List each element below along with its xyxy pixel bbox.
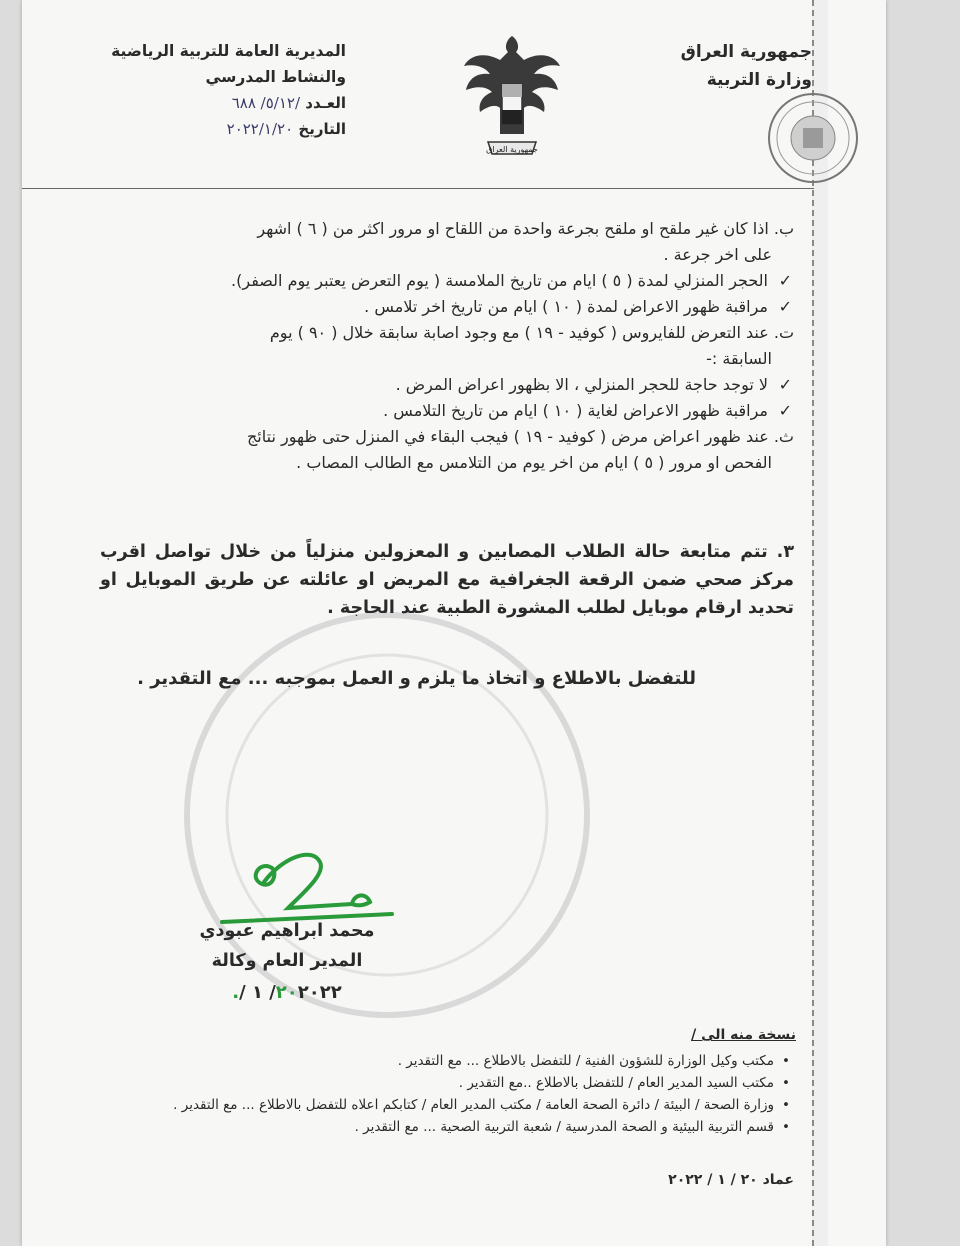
section-3-paragraph: ٣. تتم متابعة حالة الطلاب المصابين و المعزولين منزلياً من خلال تواصل اقرب مركز صحي ضمن الرقعة الجغرافية مع المريض او عائلته عن طريق الموبايل او تحديد ارقام موبايل لطلب المشورة الطبية عند الحاجة .: [100, 542, 794, 618]
checkmark-icon: ✓: [778, 375, 792, 394]
list-item: • مكتب السيد المدير العام / للتفضل بالاطلاع ..مع التقدير .: [82, 1072, 796, 1094]
reference-number: [96, 90, 346, 116]
check-item: ✓ مراقبة ظهور الاعراض لمدة ( ١٠ ) ايام من تاريخ اخر تلامس .: [100, 294, 794, 320]
document-page: [22, 0, 886, 1246]
header-directorate-block: [96, 38, 346, 142]
header-divider: [22, 188, 814, 189]
check-item: ✓ الحجر المنزلي لمدة ( ٥ ) ايام من تاريخ الملامسة ( يوم التعرض يعتبر يوم الصفر).: [100, 268, 794, 294]
checkmark-icon: ✓: [778, 297, 792, 316]
item-th-line1: ث. عند ظهور اعراض مرض ( كوفيد - ١٩ ) فيجب البقاء في المنزل حتى ظهور نتائج: [246, 427, 794, 446]
copies-title: نسخة منه الى /: [691, 1027, 796, 1043]
copies-list: [82, 1050, 796, 1138]
reference-date: [96, 116, 346, 142]
iraq-eagle-emblem-icon: [460, 30, 564, 164]
bullet-icon: •: [782, 1097, 790, 1113]
number-label: العـدد: [305, 94, 346, 112]
signature-date-hand: ٢٠: [275, 982, 298, 1003]
signature-date: [172, 982, 402, 1003]
signature-date-dot: .: [232, 982, 240, 1003]
signer-title: المدير العام وكالة: [211, 951, 363, 971]
country-name: جمهورية العراق: [680, 42, 812, 62]
item-b-line2: على اخر جرعة .: [663, 245, 772, 264]
number-value: /٥/١٢/ ٦٨٨: [231, 94, 301, 112]
item-b-line1: ب. اذا كان غير ملقح او ملقح بجرعة واحدة من اللقاح او مرور اكثر من ( ٦ ) اشهر: [257, 219, 794, 238]
directorate-line2: والنشاط المدرسي: [205, 68, 346, 86]
list-item: • قسم التربية البيئية و الصحة المدرسية / شعبة التربية الصحية ... مع التقدير .: [82, 1116, 796, 1138]
document-body: [100, 216, 794, 476]
item-t-line1: ت. عند التعرض للفايروس ( كوفيد - ١٩ ) مع وجود اصابة سابقة خلال ( ٩٠ ) يوم: [269, 323, 794, 342]
item-t-line2: السابقة :-: [706, 349, 772, 368]
date-value: ٢٠٢٢/١/٢٠: [226, 120, 294, 138]
bullet-icon: •: [782, 1053, 790, 1069]
signature-date-printed: ٢٠٢٢/ ١ /: [239, 982, 342, 1003]
emblem-caption: جمهورية العراق: [486, 145, 538, 154]
date-label: التاريخ: [298, 120, 346, 138]
footer-initials-date: عماد ٢٠ / ١ / ٢٠٢٢: [668, 1172, 794, 1188]
ministry-seal-icon: [767, 92, 859, 184]
copies-section: [82, 1024, 796, 1138]
bullet-icon: •: [782, 1075, 790, 1091]
check-item: ✓ مراقبة ظهور الاعراض لغاية ( ١٠ ) ايام من تاريخ التلامس .: [100, 398, 794, 424]
checkmark-icon: ✓: [778, 401, 792, 420]
list-item: • مكتب وكيل الوزارة للشؤون الفنية / للتفضل بالاطلاع ... مع التقدير .: [82, 1050, 796, 1072]
check-item: ✓ لا توجد حاجة للحجر المنزلي ، الا بظهور اعراض المرض .: [100, 372, 794, 398]
directorate-line1: المديرية العامة للتربية الرياضية: [111, 42, 346, 60]
signer-block: [172, 916, 402, 976]
checkmark-icon: ✓: [778, 271, 792, 290]
ministry-name: وزارة التربية: [706, 70, 812, 90]
bullet-icon: •: [782, 1119, 790, 1135]
item-th-line2: الفحص او مرور ( ٥ ) ايام من اخر يوم من التلامس مع الطالب المصاب .: [296, 453, 772, 472]
header-ministry-block: [681, 38, 812, 94]
closing-line: للتفضل بالاطلاع و اتخاذ ما يلزم و العمل بموجبه ... مع التقدير .: [137, 668, 696, 689]
signer-name: محمد ابراهيم عبودي: [199, 921, 375, 941]
list-item: • وزارة الصحة / البيئة / دائرة الصحة العامة / مكتب المدير العام / كتابكم اعلاه للتفضل بالاطلاع ... مع التقدير .: [82, 1094, 796, 1116]
